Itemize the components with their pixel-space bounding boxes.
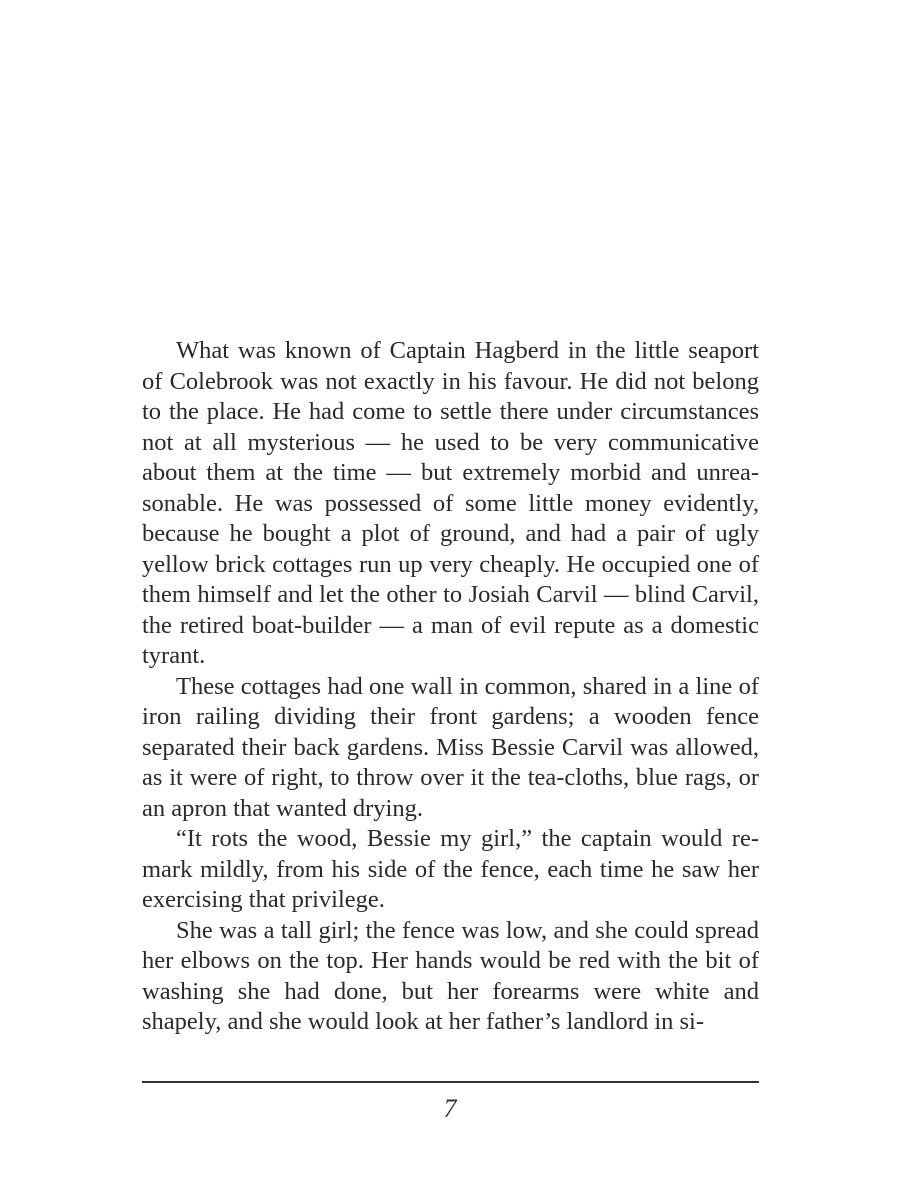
page-number: 7 [443,1094,457,1123]
paragraph-1: What was known of Captain Hagberd in the little seaport of Colebrook was not exactly in his favour. He did not belong to the place. He had come to settle there under circumstances not at all mysterious — he used to be very communicative about them at the time — but extremely morbid and unreasonable. He was possessed of some little money evidently, because he bought a plot of ground, and had a pair of ugly yellow brick cottages run up very cheaply. He occupied one of them himself and let the other to Josiah Carvil — blind Carvil, the retired boat-builder — a man of evil repute as a domestic tyrant. [142,337,759,669]
paragraph-4: She was a tall girl; the fence was low, and she could spread her elbows on the top. Her hands would be red with the bit of washing she had done, but her forearms were white and shapely, and she would look at her father’s landlord in si- [142,916,759,1035]
footer-rule [142,1081,759,1083]
body-text [142,336,759,1038]
paragraph-3: “It rots the wood, Bessie my girl,” the captain would remark mildly, from his side of the fence, each time he saw her exercising that privilege. [142,825,759,913]
paragraph-2: These cottages had one wall in common, shared in a line of iron railing dividing their front gardens; a wooden fence separated their back gardens. Miss Bessie Carvil was allowed, as it were of right, to throw over it the tea-cloths, blue rags, or an apron that wanted drying. [142,672,759,822]
